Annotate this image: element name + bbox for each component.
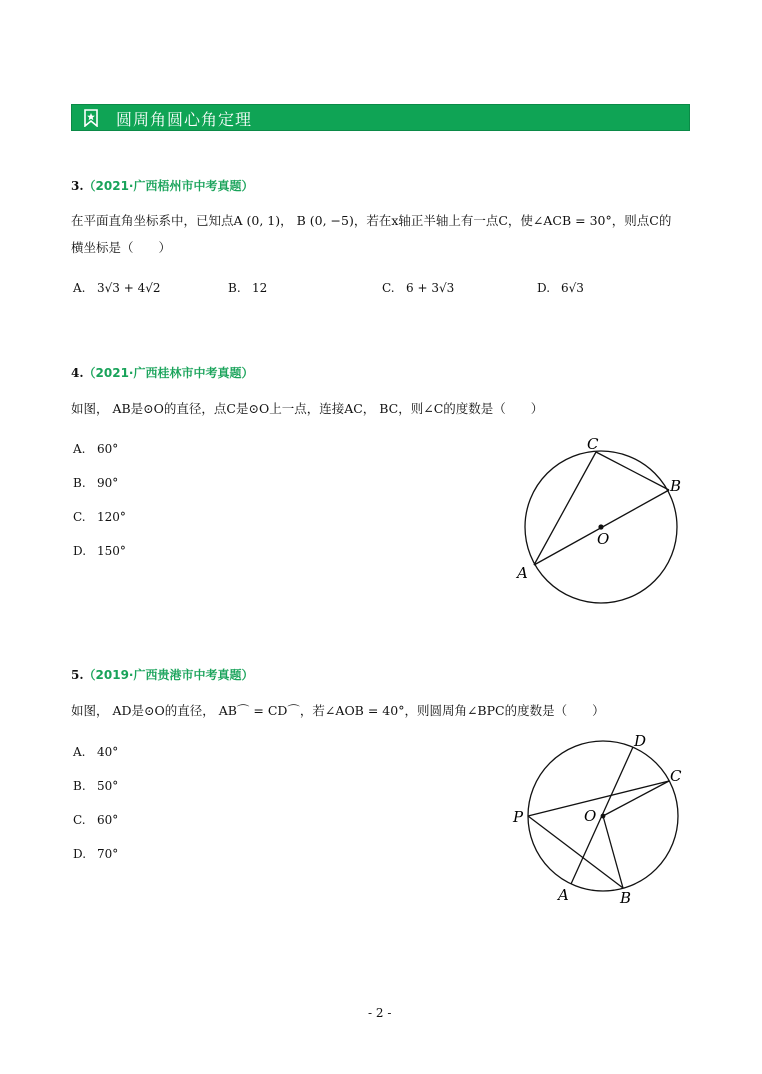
question-5-option-c xyxy=(73,813,118,827)
option-label: B. xyxy=(73,476,86,490)
question-5-stem xyxy=(71,697,605,724)
option-text: 50° xyxy=(97,779,119,793)
option-text: 60° xyxy=(97,442,119,456)
label-b: B xyxy=(670,477,682,495)
center-point xyxy=(601,814,606,819)
option-label: A. xyxy=(73,745,86,759)
page-number: - 2 - xyxy=(368,1006,392,1020)
question-5-option-b xyxy=(73,779,118,793)
stem-line: 如图， AB是⊙O的直径，点C是⊙O上一点，连接AC， BC，则∠C的度数是（ ） xyxy=(71,401,544,416)
label-b: B xyxy=(620,889,632,907)
stem-line: 如图， AD是⊙O的直径， AB⌒ = CD⌒，若∠AOB = 40°，则圆周角∠BPC的度数是（ ） xyxy=(71,703,605,718)
label-p: P xyxy=(513,808,524,826)
option-text: 12 xyxy=(252,281,268,295)
segment-pc xyxy=(528,781,669,816)
section-banner xyxy=(71,104,690,131)
label-d: D xyxy=(634,732,647,750)
section-title: 圆周角圆心角定理 xyxy=(116,110,253,129)
question-4-option-b xyxy=(73,476,118,490)
option-text: 40° xyxy=(97,745,119,759)
question-5-option-a xyxy=(73,745,118,759)
option-label: C. xyxy=(73,813,86,827)
question-number: 5. xyxy=(71,668,84,682)
center-point xyxy=(598,524,603,529)
question-4-figure xyxy=(505,430,705,615)
label-o: O xyxy=(597,530,610,548)
segment-ob xyxy=(603,816,623,888)
question-4-option-d xyxy=(73,544,126,558)
option-label: D. xyxy=(73,544,87,558)
option-label: D. xyxy=(73,847,87,861)
segment-pb xyxy=(528,816,623,888)
option-text: 6√3 xyxy=(561,281,584,295)
option-label: A. xyxy=(73,442,86,456)
option-text: 150° xyxy=(97,544,126,558)
option-text: 90° xyxy=(97,476,119,490)
question-number: 3. xyxy=(71,179,84,193)
label-c: C xyxy=(587,435,599,453)
question-5-figure xyxy=(505,725,705,910)
question-4-header xyxy=(71,364,254,381)
question-source: （2021·广西梧州市中考真题） xyxy=(83,179,254,193)
question-4-option-a xyxy=(73,442,118,456)
option-label: B. xyxy=(228,281,241,295)
question-3-stem xyxy=(71,207,671,261)
option-label: C. xyxy=(73,510,86,524)
label-a: A xyxy=(558,886,569,904)
question-4-stem xyxy=(71,395,543,422)
option-text: 3√3 + 4√2 xyxy=(97,281,161,295)
question-3-option-a xyxy=(73,281,161,295)
question-3-option-b xyxy=(228,281,267,295)
option-text: 6 + 3√3 xyxy=(406,281,455,295)
question-3-header xyxy=(71,177,254,194)
bookmark-star-icon xyxy=(82,109,100,127)
question-number: 4. xyxy=(71,366,84,380)
question-source: （2019·广西贵港市中考真题） xyxy=(83,668,254,682)
label-o: O xyxy=(584,807,597,825)
question-3-option-c xyxy=(382,281,454,295)
option-label: C. xyxy=(382,281,395,295)
option-label: D. xyxy=(537,281,551,295)
question-source: （2021·广西桂林市中考真题） xyxy=(83,366,254,380)
option-text: 120° xyxy=(97,510,126,524)
option-label: B. xyxy=(73,779,86,793)
label-c: C xyxy=(670,767,682,785)
option-label: A. xyxy=(73,281,86,295)
question-4-option-c xyxy=(73,510,126,524)
question-5-header xyxy=(71,666,254,683)
option-text: 70° xyxy=(97,847,119,861)
segment-oc xyxy=(603,781,669,816)
stem-line: 在平面直角坐标系中，已知点A (0, 1)， B (0, −5)，若在x轴正半轴上有一点C，使∠ACB = 30°，则点C的 xyxy=(71,213,672,228)
stem-line: 横坐标是（ ） xyxy=(71,240,172,255)
option-text: 60° xyxy=(97,813,119,827)
question-5-option-d xyxy=(73,847,118,861)
label-a: A xyxy=(517,564,528,582)
question-3-option-d xyxy=(537,281,584,295)
